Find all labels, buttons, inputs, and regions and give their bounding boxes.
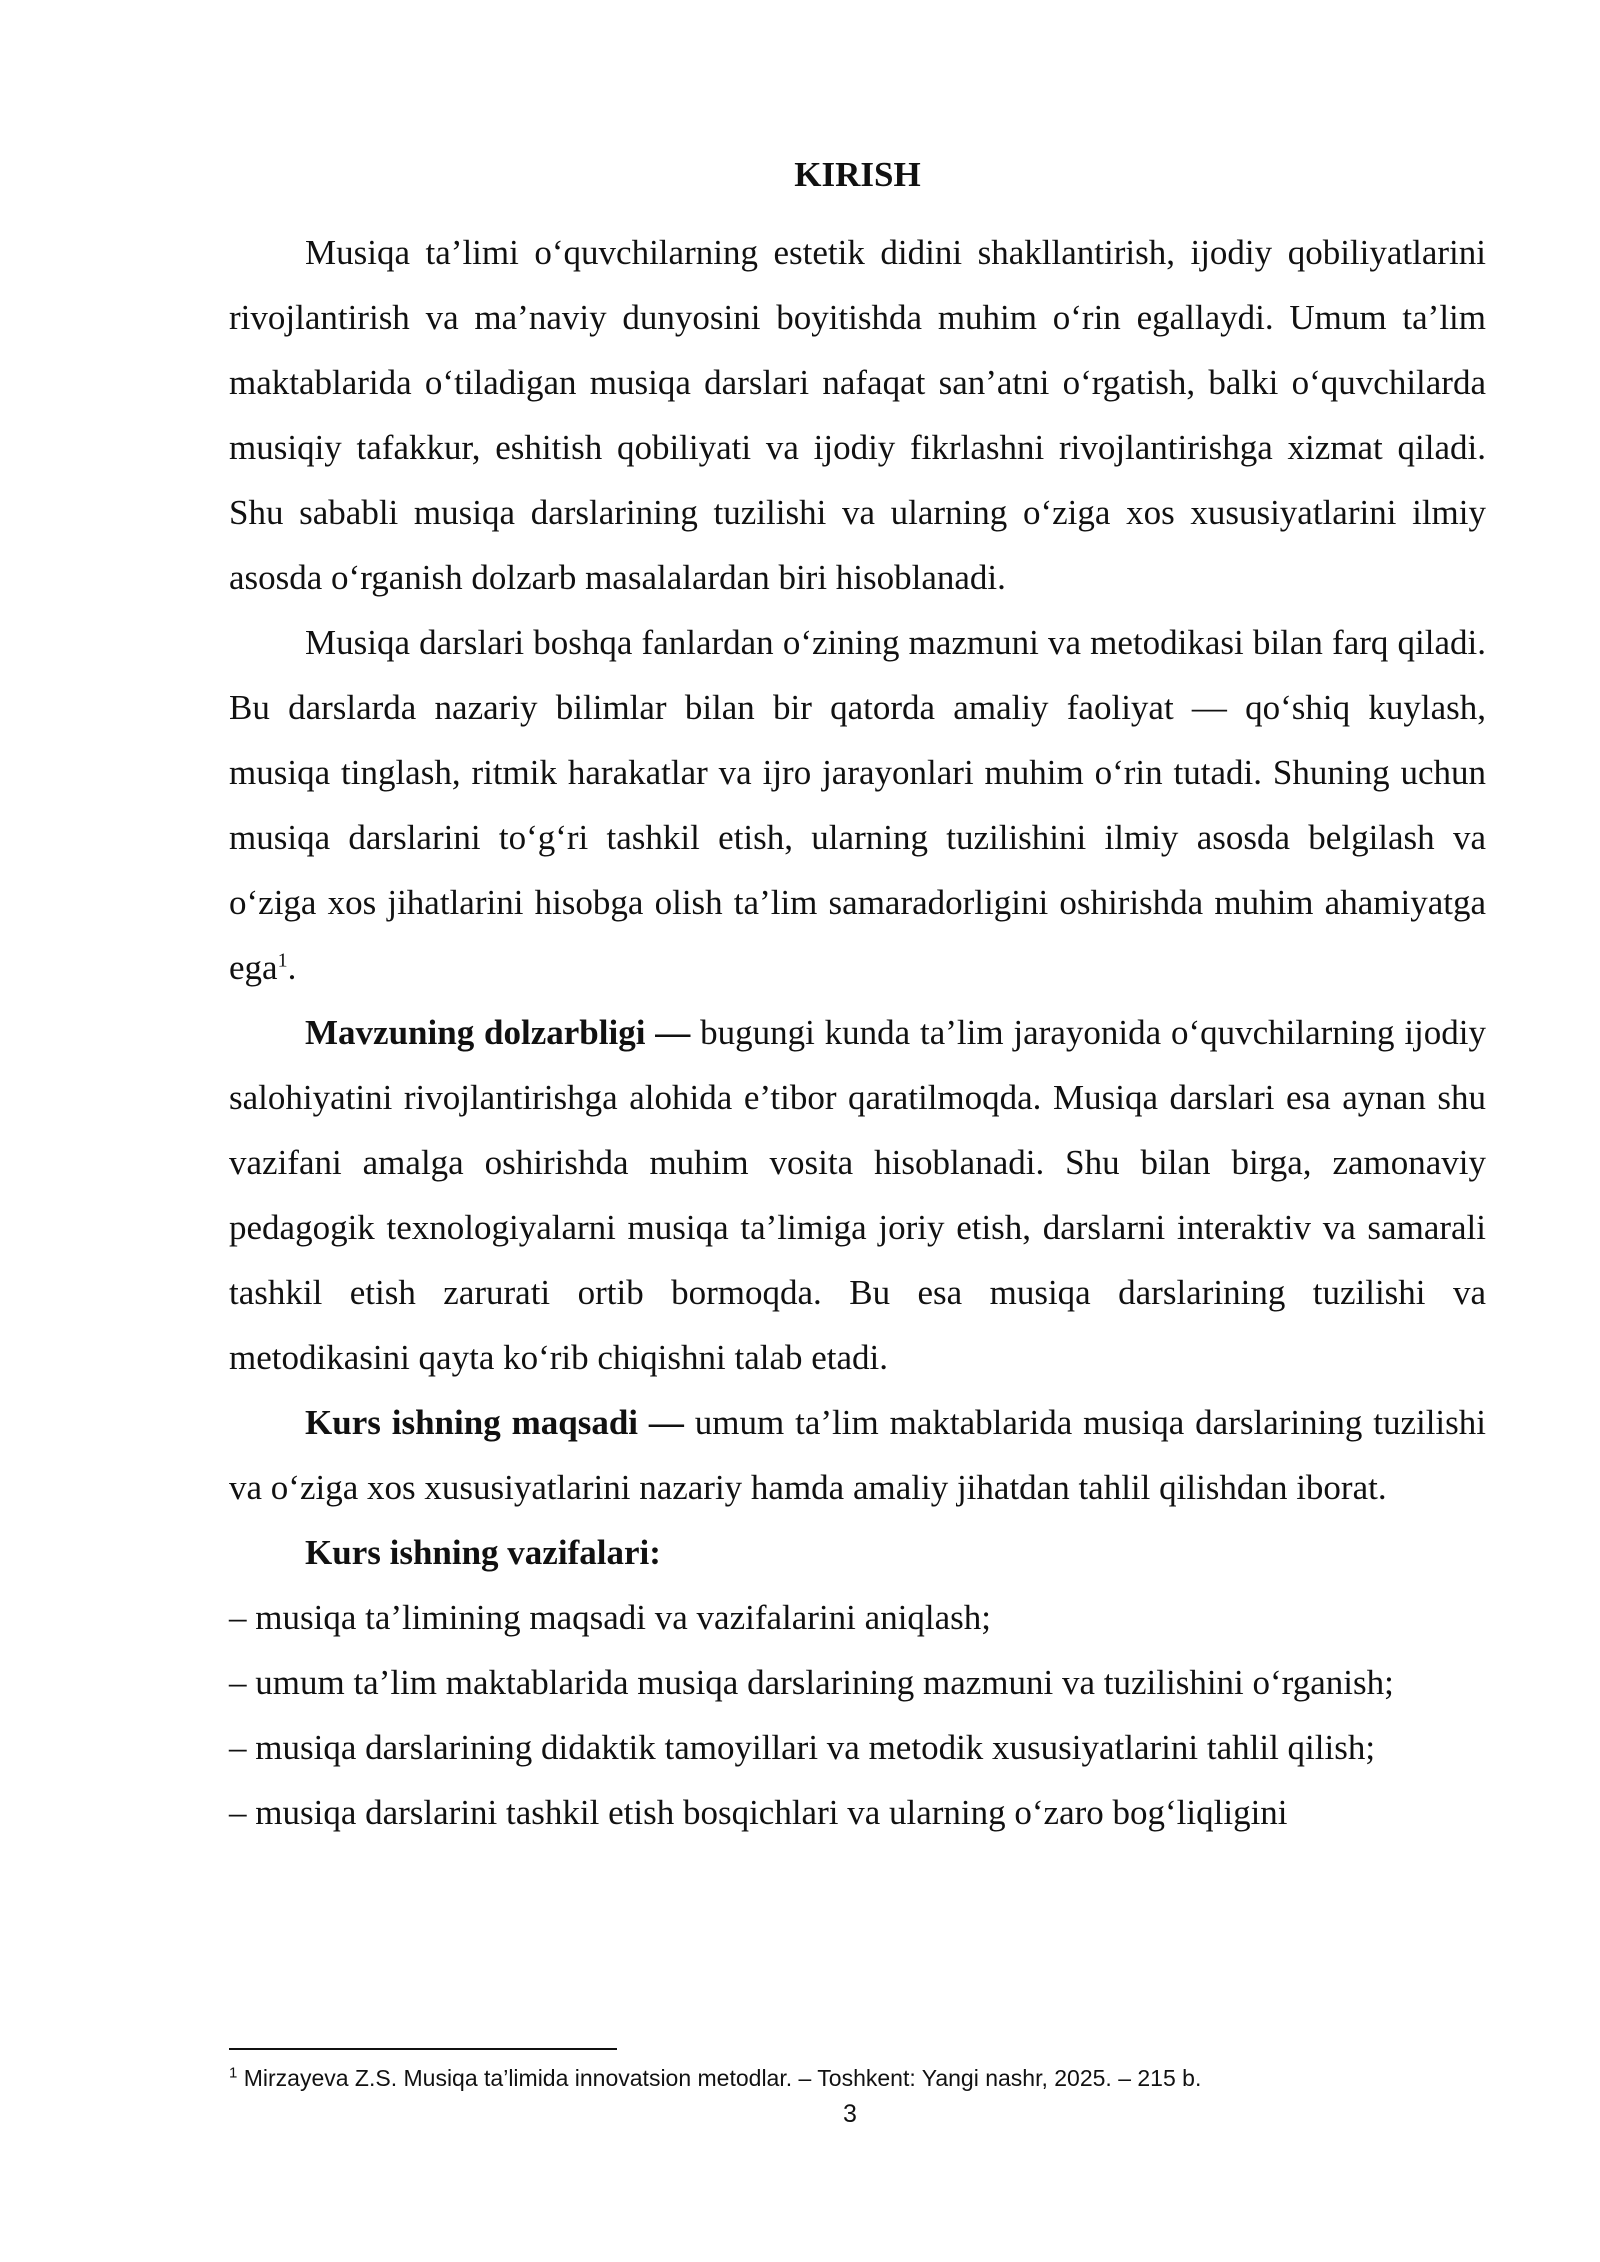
task-item: – musiqa ta’limining maqsadi va vazifalarini aniqlash;: [229, 1598, 992, 1637]
task-item: – musiqa darslarini tashkil etish bosqichlari va ularning o‘zaro bog‘liqligini: [229, 1793, 1288, 1832]
footnote-number: 1: [229, 2064, 238, 2082]
page-body: [229, 150, 1486, 1845]
footnote: [229, 2063, 1486, 2093]
goal-label: Kurs ishning maqsadi —: [305, 1403, 684, 1442]
footnote-reference[interactable]: 1: [277, 949, 288, 972]
relevance-label: Mavzuning dolzarbligi —: [305, 1013, 691, 1052]
intro-paragraph: Musiqa ta’limi o‘quvchilarning estetik didini shakllantirish, ijodiy qobiliyatlarini rivojlantirish va ma’naviy dunyosini boyitishda muhim o‘rin egallaydi. Umum ta’lim maktablarida o‘tiladigan musiqa darslari nafaqat san’atni o‘rgatish, balki o‘quvchilarda musiqiy tafakkur, eshitish qobiliyati va ijodiy fikrlashni rivojlantirishga xizmat qiladi. Shu sababli musiqa darslarining tuzilishi va ularning o‘ziga xos xususiyatlarini ilmiy asosda o‘rganish dolzarb masalalardan biri hisoblanadi.: [229, 233, 1486, 597]
methodology-paragraph: [229, 610, 1486, 1000]
relevance-text: bugungi kunda ta’lim jarayonida o‘quvchilarning ijodiy salohiyatini rivojlantirishga alohida e’tibor qaratilmoqda. Musiqa darslari esa aynan shu vazifani amalga oshirishda muhim vosita hisoblanadi. Shu bilan birga, zamonaviy pedagogik texnologiyalarni musiqa ta’limiga joriy etish, darslarni interaktiv va samarali tashkil etish zarurati ortib bormoqda. Bu esa musiqa darslarining tuzilishi va metodikasini qayta ko‘rib chiqishni talab etadi.: [229, 1013, 1486, 1377]
goal-paragraph: [229, 1390, 1486, 1520]
tasks-heading: Kurs ishning vazifalari:: [305, 1533, 661, 1572]
task-item: – musiqa darslarining didaktik tamoyillari va metodik xususiyatlarini tahlil qilish;: [229, 1728, 1376, 1767]
footnote-text: Mirzayeva Z.S. Musiqa ta’limida innovatsion metodlar. – Toshkent: Yangi nashr, 2025. – 215 b.: [237, 2065, 1202, 2091]
page-title: KIRISH: [794, 155, 921, 194]
methodology-paragraph-end: .: [287, 948, 297, 987]
footnote-separator: [229, 2048, 617, 2050]
goal-text: umum ta’lim maktablarida musiqa darslarining tuzilishi va o‘ziga xos xususiyatlarini nazariy hamda amaliy jihatdan tahlil qilishdan iborat.: [229, 1403, 1486, 1507]
methodology-paragraph-text: Musiqa darslari boshqa fanlardan o‘zining mazmuni va metodikasi bilan farq qiladi. Bu darslarda nazariy bilimlar bilan bir qatorda amaliy faoliyat — qo‘shiq kuylash, musiqa tinglash, ritmik harakatlar va ijro jarayonlari muhim o‘rin tutadi. Shuning uchun musiqa darslarini to‘g‘ri tashkil etish, ularning tuzilishini ilmiy asosda belgilash va o‘ziga xos jihatlarini hisobga olish ta’lim samaradorligini oshirishda muhim ahamiyatga ega: [229, 623, 1486, 987]
page-number: 3: [843, 2100, 857, 2128]
relevance-paragraph: [229, 1000, 1486, 1390]
task-item: – umum ta’lim maktablarida musiqa darslarining mazmuni va tuzilishini o‘rganish;: [229, 1663, 1394, 1702]
